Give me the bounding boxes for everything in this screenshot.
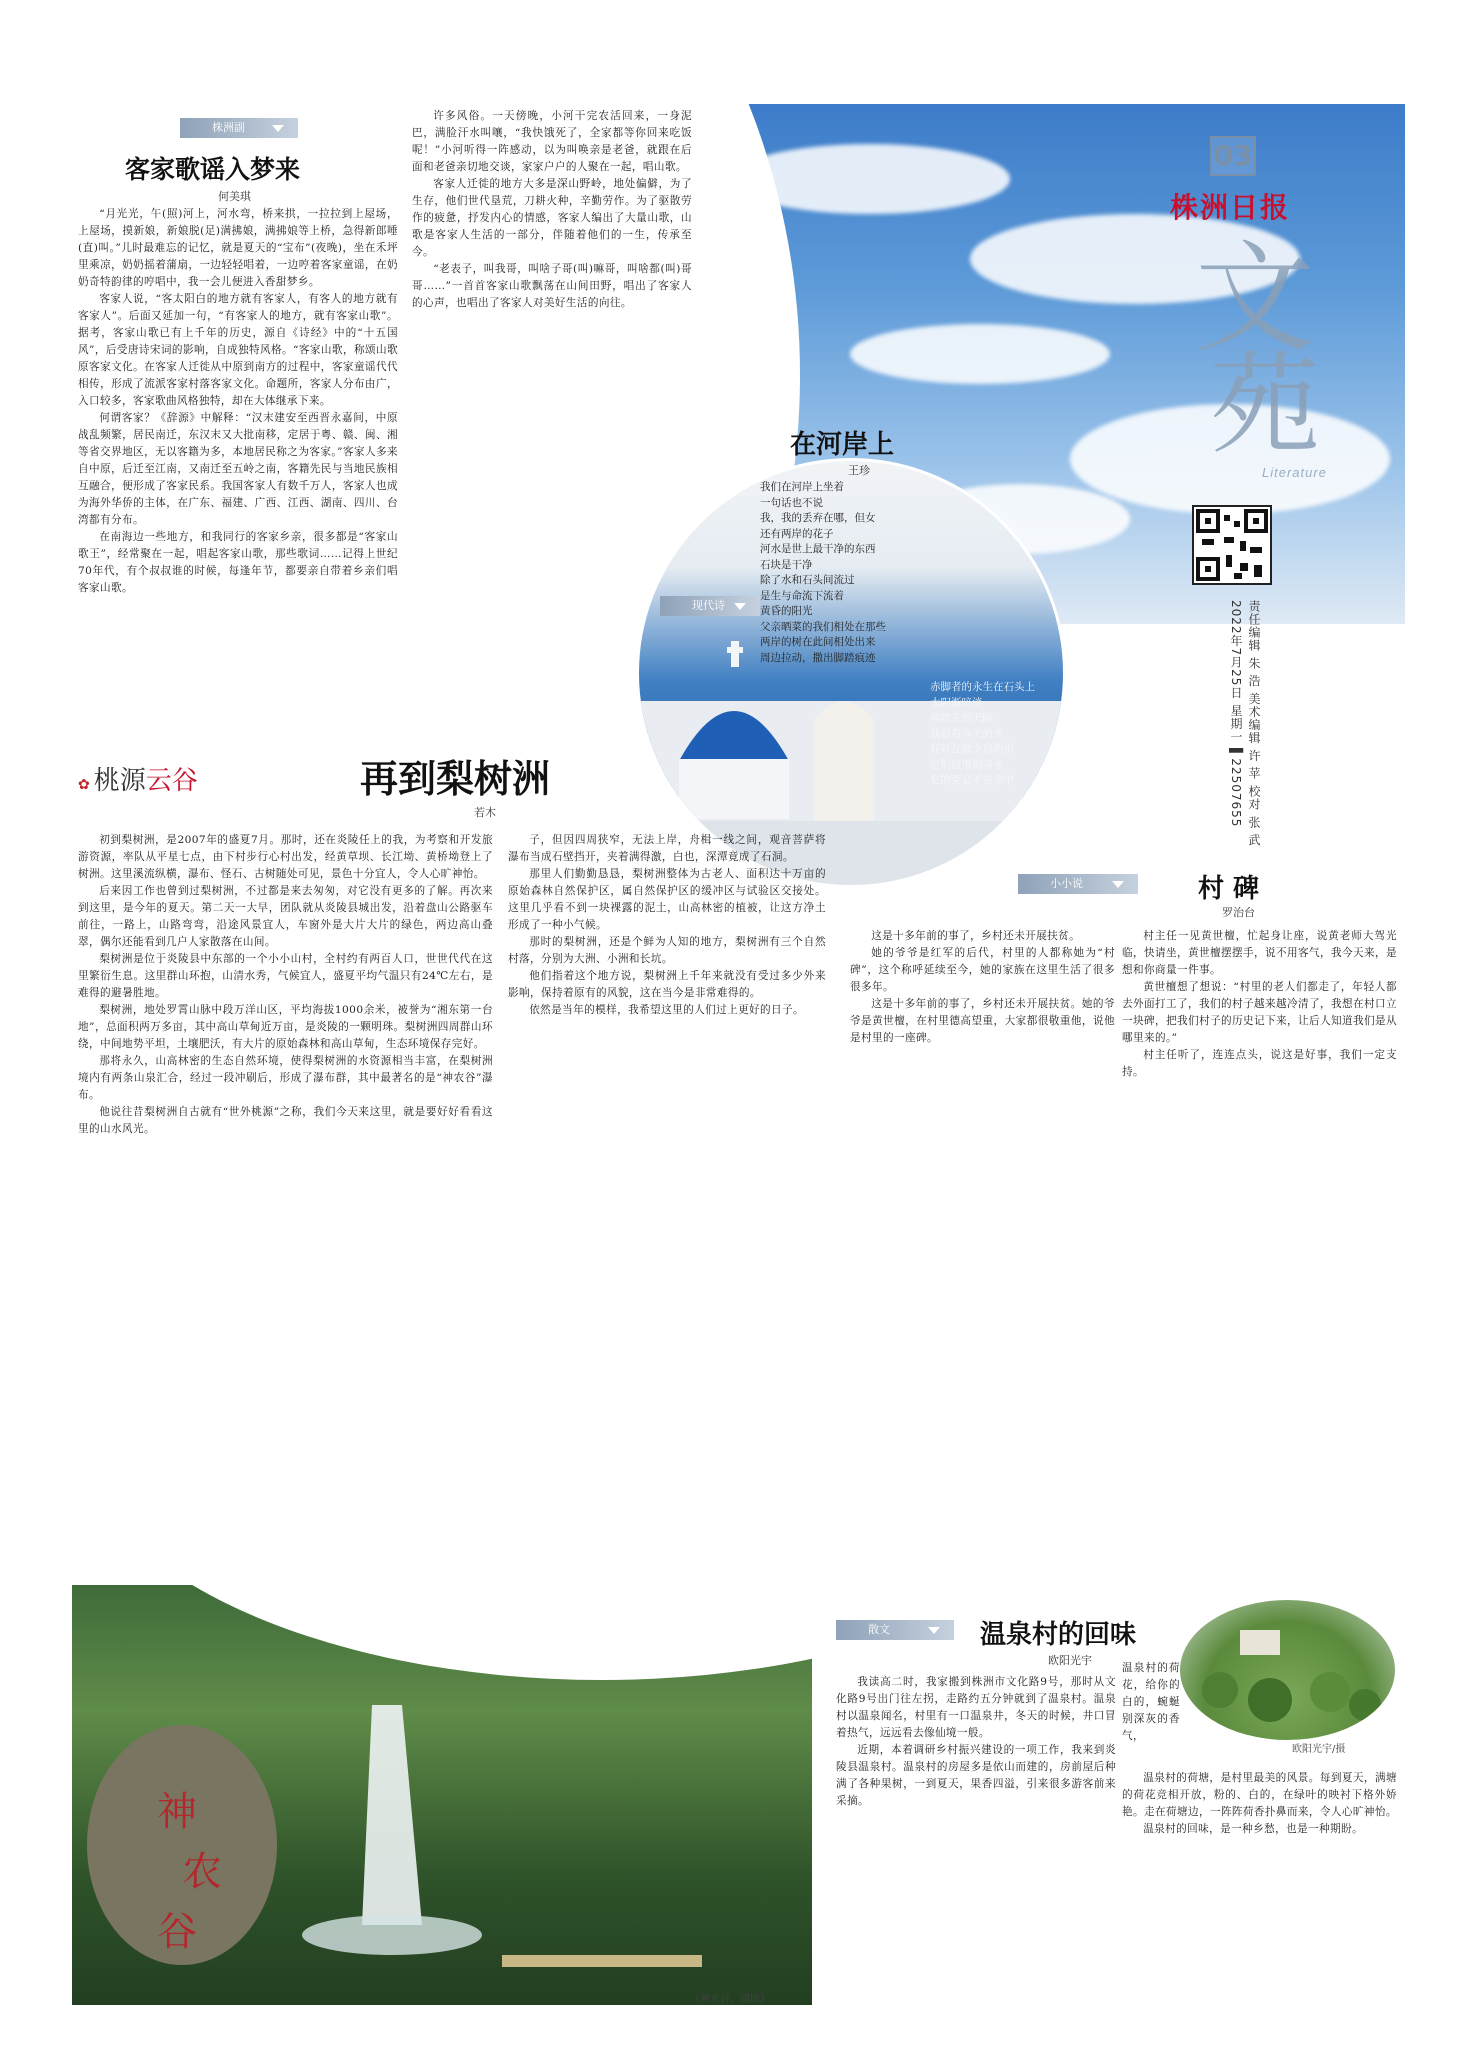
- article1-author: 何美琪: [218, 190, 251, 203]
- qr-code-icon: [1192, 505, 1272, 585]
- article1-body: [78, 206, 398, 806]
- layout-arc: [72, 1160, 1132, 1680]
- article4-side: [1122, 1660, 1180, 1770]
- poem-line: 太阳渐暗淡: [930, 696, 983, 709]
- paragraph: 客家人迁徙的地方大多是深山野岭，地处偏僻，为了生存，他们世代垦荒，刀耕火种，辛勤劳作。为了驱散劳作的疲惫，抒发内心的情感，客家人编出了大量山歌，山歌是客家人生活的一部分，伴随着他们的一生，传承至今。: [412, 178, 692, 258]
- paragraph: “月光光，午(照)河上，河水弯，桥来拱，一拉拉到上屋场，上屋场，摸新娘，新娘脱(足)满拂娘，满拂娘等上桥，急得新郎唾(直)叫。”儿时最难忘的记忆，就是夏天的“宝布”(夜晚)，坐在禾坪里乘凉，奶奶摇着蒲扇，一边轻轻唱着，一边哼着客家童谣，在奶奶奇特韵律的哼唱中，我一会儿便进入香甜梦乡。: [78, 208, 398, 288]
- photo-caption: 《神农谷，周图》: [690, 1994, 770, 2005]
- paragraph: 客家人说，“客太阳白的地方就有客家人，有客人的地方就有客家人”。后面又延加一句，“有客家人的地方，就有客家山歌”。据考，客家山歌已有上千年的历史，源自《诗经》中的“十五国风”，后受唐诗宋词的影响，自成独特风格。“客家山歌，称颂山歌原客家文化。在客家人迁徙从中原到南方的过程中，客家童谣代代相传，形成了流派客家村落客家文化。命题所，客家人分布由广，入口较多，客家歌曲风格独特，却在大体继承下来。: [78, 293, 398, 407]
- article4-author: 欧阳光宇: [1048, 1654, 1092, 1667]
- paragraph: 村主任听了，连连点头，说这是好事，我们一定支持。: [1122, 1049, 1397, 1078]
- carving-text: 谷: [157, 1909, 197, 1955]
- paragraph: 温泉村的荷花，给你的白的，蜿蜒别深灰的香气，: [1122, 1662, 1180, 1742]
- poem-line: 周边拉动，撒出脚踏痕迹: [760, 651, 876, 664]
- paragraph: 这是十多年前的事了，乡村还未开展扶贫。她的爷爷是黄世檀，在村里德高望重，大家都很敬重他，说他是村里的一座碑。: [850, 998, 1115, 1044]
- paragraph: 后来因工作也曾到过梨树洲，不过都是来去匆匆，对它没有更多的了解。再次来到这里，是今年的夏天。第二天一大早，团队就从炎陵县城出发，沿着盘山公路驱车前往，一路上，山路弯弯，沿途风景宜人，车窗外是大片大片的绿色，两边高山叠翠，偶尔还能看到几户人家散落在山间。: [78, 885, 493, 948]
- paragraph: 她的爷爷是红军的后代，村里的人都称她为“村碑”，这个称呼延续至今，她的家族在这里生活了很多很多年。: [850, 947, 1115, 993]
- section-subtitle: Literature: [1262, 465, 1327, 480]
- peach-blossom-icon: ✿: [78, 777, 90, 793]
- section-tag: 株洲副: [180, 118, 298, 138]
- paragraph: 子，但因四周狭窄，无法上岸，舟楫一线之间，观音菩萨将瀑布当成石壁挡开，夹着满得激，白也，深潭竟成了石洞。: [508, 834, 826, 863]
- poem-line: 它们这里的清水: [930, 758, 1004, 771]
- paragraph: 何谓客家？《辞源》中解释：“汉末建安至西晋永嘉间，中原战乱频繁，居民南迁，东汉末又大批南移，定居于粤、赣、闽、湘等省交界地区，无以客籍为多，本地居民称之为客家。”客家人多来自中原，后迁至江南，又南迁至五岭之南，客籍先民与当地民族相互融合，便形成了客家民系。我国客家人有数千万人，客家人也成为海外华侨的主体，在广东、福建、广西、江西、湖南、四川、台湾都有分布。: [78, 412, 398, 526]
- poem-title: 在河岸上: [790, 430, 895, 460]
- paragraph: 近期，本着调研乡村振兴建设的一项工作，我来到炎陵县温泉村。温泉村的房屋多是依山而建的，房前屋后种满了各种果树，一到夏天，果香四溢，引来很多游客前来采摘。: [836, 1744, 1116, 1807]
- section-tag: 小小说: [1018, 874, 1138, 894]
- paragraph: 他们指着这个地方说，梨树洲上千年来就没有受过多少外来影响，保持着原有的风貌，这在当今是非常难得的。: [508, 970, 826, 999]
- poem-line: 父亲晒菜的我们相处在那些: [760, 620, 886, 633]
- paragraph: 村主任一见黄世檀，忙起身让座，说黄老师大驾光临，快请坐，黄世檀摆摆手，说不用客气，我今天来，是想和你商量一件事。: [1122, 930, 1397, 976]
- paragraph: 这是十多年前的事了，乡村还未开展扶贫。: [871, 930, 1081, 942]
- article4-body-continued: [1122, 1770, 1397, 2010]
- poem-lines-left: [760, 480, 990, 666]
- article3-title: 村 碑: [1198, 874, 1260, 904]
- poem-line: 两岸的树在此间相处出来: [760, 636, 876, 648]
- paragraph: 梨树洲，地处罗霄山脉中段万洋山区，平均海拔1000余米，被誉为“湘东第一台地”，总面积两万多亩，其中高山草甸近万亩，是炎陵的一颗明珠。梨树洲四周群山环绕，中间地势平坦，土壤肥沃，有大片的原始森林和高山草甸，生态环境保存完好。: [78, 1004, 493, 1050]
- article2-author: 若木: [474, 806, 496, 819]
- paragraph: 那里人们勤勤恳恳，梨树洲整体为古老人、面积达十万亩的原始森林自然保护区，属自然保护区的缓冲区与试验区交接处。这里几乎看不到一块裸露的泥土，山高林密的植被，让这方净土形成了一种小气候。: [508, 868, 826, 931]
- paragraph: 那将永久，山高林密的生态自然环境，使得梨树洲的水资源相当丰富，在梨树洲境内有两条山泉汇合，经过一段冲刷后，形成了瀑布群，其中最著名的是“神农谷”瀑布。: [78, 1055, 493, 1101]
- carving-text: 农: [182, 1849, 222, 1895]
- section-char-1: 文: [1195, 230, 1315, 369]
- section-tag: 散文: [836, 1620, 954, 1640]
- poem-line: 我看看今天的水: [930, 727, 1004, 740]
- photo-credit: 欧阳光宇/摄: [1292, 1744, 1346, 1755]
- article1-title: 客家歌谣入梦来: [125, 155, 301, 184]
- poem-tag: 现代诗: [660, 596, 760, 616]
- paragraph: 我读高二时，我家搬到株洲市文化路9号，那时从文化路9号出门往左拐，走路约五分钟就到了温泉村。温泉村以温泉闻名，村里有一口温泉井，冬天的时候，井口冒着热气，远远看去像仙境一般。: [836, 1676, 1116, 1739]
- poem-line: 黄昏的阳光: [760, 605, 813, 617]
- poem-line: 我们在河岸上坐着: [760, 481, 844, 493]
- paragraph: 依然是当年的模样，我希望这里的人们过上更好的日子。: [529, 1004, 805, 1016]
- section-char-2: 苑: [1210, 341, 1320, 469]
- poem-line: 石块是干净: [760, 558, 813, 571]
- article2-title: 再到梨树洲: [360, 757, 551, 801]
- article3-author: 罗治台: [1222, 906, 1255, 919]
- logo-text: 桃源: [93, 766, 146, 796]
- paragraph: 温泉村的荷塘，是村里最美的风景。每到夏天，满塘的荷花竞相开放，粉的、白的，在绿叶的映衬下格外娇艳。走在荷塘边，一阵阵荷香扑鼻而来，令人心旷神怡。: [1122, 1772, 1397, 1818]
- editors-line: 责任编辑 朱 浩 美术编辑 许 苹 校对 张 武: [1247, 600, 1261, 847]
- cloud: [850, 324, 1110, 384]
- paragraph: 在南海边一些地方，和我同行的客家乡亲，很多都是“客家山歌王”，经常聚在一起，唱起客家山歌，那些歌词……记得上世纪70年代，有个叔叔谁的时候，每逢年节，都要亲自带着乡亲们唱客家山歌。: [78, 531, 398, 594]
- poem-line: 好好在做个自的水: [930, 743, 1014, 755]
- paragraph: 温泉村的回味，是一种乡愁，也是一种期盼。: [1143, 1823, 1364, 1835]
- article3-body-continued: [1122, 928, 1397, 1548]
- date-line: 2022年7月25日 星期一 ▌22507655: [1229, 600, 1243, 828]
- carving-label: [110, 1640, 113, 1641]
- poem-line: 是生与命流下流着: [760, 589, 844, 602]
- article4-title: 温泉村的回味: [980, 1620, 1137, 1650]
- poem-lines-right: [930, 680, 1080, 789]
- poem-line: 河水是世上最干净的东西: [760, 543, 876, 555]
- page-number: 03: [1210, 136, 1256, 176]
- article4-body: [836, 1674, 1116, 2004]
- article1-body-continued: [412, 108, 692, 668]
- poem-line: 我，我的丢弃在哪，但女: [760, 512, 876, 524]
- column-logo: [78, 760, 198, 797]
- poem-line: 除了水和石头间流过: [760, 574, 855, 586]
- carving-text: 神: [157, 1789, 197, 1835]
- paragraph: 那时的梨树洲，还是个鲜为人知的地方，梨树洲有三个自然村落，分别为大洲、小洲和长坑。: [508, 936, 826, 965]
- paragraph: “老表子，叫我哥，叫啥子哥(叫)嘛哥，叫啥都(叫)哥哥……”一首首客家山歌飘荡在山间田野，唱出了客家人的心声，也唱出了客家人对美好生活的向往。: [412, 263, 692, 309]
- poem-line: 一句话也不说: [760, 496, 823, 509]
- poem-line: 赤脚者的永生在石头上: [930, 681, 1035, 693]
- lotus-pond-photo: [1180, 1600, 1395, 1740]
- logo-text-red: 云谷: [145, 766, 198, 796]
- poem-line: 风吹去的天际: [930, 712, 993, 724]
- paragraph: 他说往昔梨树洲自古就有“世外桃源”之称，我们今天来这里，就是要好好看看这里的山水风光。: [78, 1106, 493, 1135]
- paragraph: 梨树洲是位于炎陵县中东部的一个小小山村，全村约有两百人口，世世代代在这里繁衍生息。这里群山环抱，山清水秀，气候宜人，盛夏平均气温只有24℃左右，是难得的避暑胜地。: [78, 953, 493, 999]
- poem-line: 还有两岸的花子: [760, 527, 834, 540]
- paragraph: 许多风俗。一天傍晚，小河干完农活回来，一身泥巴，满脸汗水叫嚷，“我快饿死了，全家都等你回来吃饭呢！”小河听得一阵感动，以为叫唤亲是老爸，就跟在后面和老爸亲切地交谈，家家户户的人聚在一起，唱山歌。: [412, 110, 692, 173]
- paragraph: 初到梨树洲，是2007年的盛夏7月。那时，还在炎陵任上的我，为考察和开发旅游资源，率队从平星七点，由下村步行心村出发，经黄草坝、长江坳、黄桥坳登上了树洲。这里溪流纵横，瀑布、怪石、古树随处可见，景色十分宜人，令人心旷神怡。: [78, 834, 493, 880]
- paragraph: 黄世檀想了想说：“村里的老人们都走了，年轻人都去外面打工了，我们的村子越来越冷清了，我想在村口立一块碑，把我们村子的历史记下来，让后人知道我们是从哪里来的。”: [1122, 981, 1397, 1044]
- poem-author: 王珍: [848, 464, 870, 477]
- poem-line: 它的变会不在水中: [930, 774, 1014, 786]
- paper-name: 株洲日报: [1170, 191, 1291, 224]
